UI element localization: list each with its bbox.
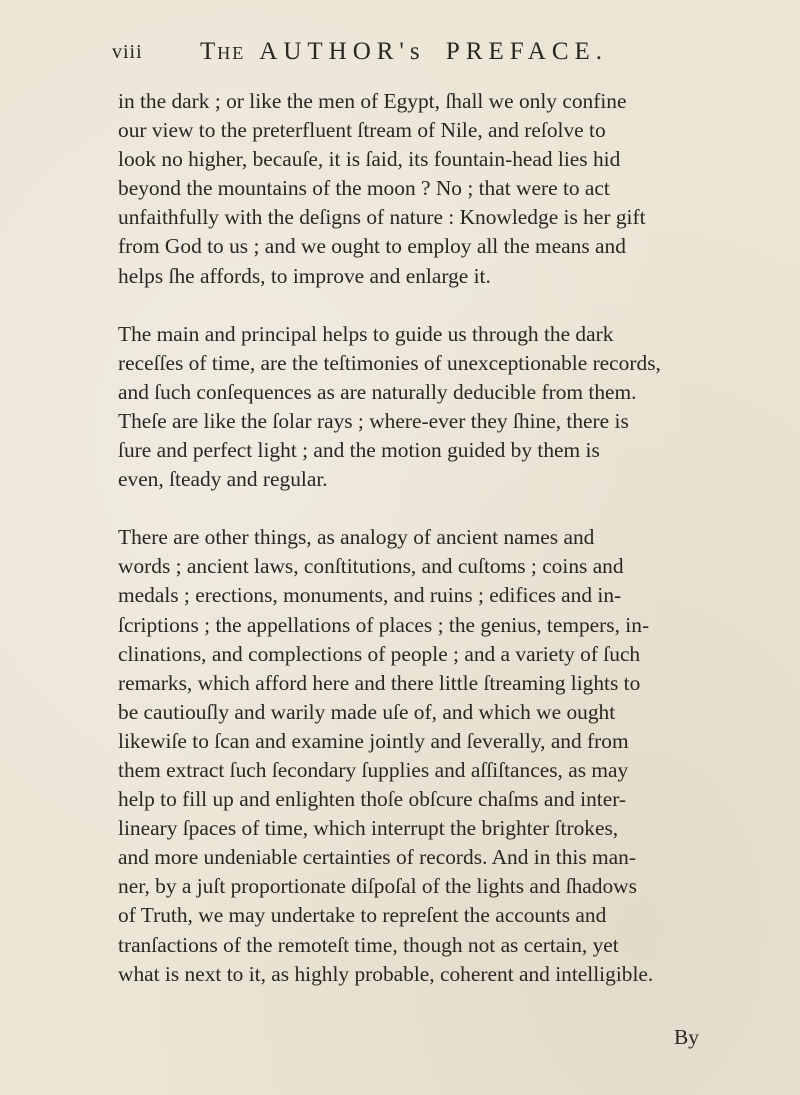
paragraph xyxy=(118,523,715,989)
text-line: The main and principal helps to guide us through the dark xyxy=(118,321,614,346)
page-header xyxy=(112,32,712,72)
paragraph xyxy=(118,320,715,495)
text-line: clinations, and complections of people ; and a variety of ſuch xyxy=(118,641,641,666)
text-line: unfaithfully with the deſigns of nature : Knowledge is her gift xyxy=(118,205,646,230)
text-line: help to fill up and enlighten thoſe obſcure chaſms and inter- xyxy=(118,787,627,812)
text-line: remarks, which afford here and there little ſtreaming lights to xyxy=(118,670,641,695)
paragraph-gap xyxy=(118,494,715,523)
text-line: Theſe are like the ſolar rays ; where-ever they ſhine, there is xyxy=(118,408,629,433)
text-line: There are other things, as analogy of ancient names and xyxy=(118,525,595,550)
text-line: tranſactions of the remoteſt time, though not as certain, yet xyxy=(118,932,619,957)
running-head-article: The xyxy=(200,38,246,65)
catchword: By xyxy=(674,1025,699,1049)
page-number: viii xyxy=(112,41,143,63)
text-line: helps ſhe affords, to improve and enlarge it. xyxy=(118,263,491,288)
text-line: of Truth, we may undertake to repreſent the accounts and xyxy=(118,903,607,928)
text-line: look no higher, becauſe, it is ſaid, its fountain-head lies hid xyxy=(118,147,621,172)
text-line: in the dark ; or like the men of Egypt, ſhall we only confine xyxy=(118,89,627,113)
text-line: even, ſteady and regular. xyxy=(118,467,328,492)
text-line: what is next to it, as highly probable, coherent and intelligible. xyxy=(118,961,654,986)
text-line: lineary ſpaces of time, which interrupt the brighter ſtrokes, xyxy=(118,816,619,841)
paragraph xyxy=(118,87,715,291)
text-line: be cautiouſly and warily made uſe of, and which we ought xyxy=(118,699,616,724)
running-head-title: AUTHOR's PREFACE. xyxy=(259,38,609,65)
text-line: ſcriptions ; the appellations of places ; the genius, tempers, in- xyxy=(118,612,650,637)
text-line: ner, by a juſt proportionate diſpoſal of the lights and ſhadows xyxy=(118,874,637,899)
text-line: receſſes of time, are the teſtimonies of unexceptionable records, xyxy=(118,350,661,375)
text-line: from God to us ; and we ought to employ all the means and xyxy=(118,234,626,259)
text-line: our view to the preterfluent ſtream of Nile, and reſolve to xyxy=(118,118,606,143)
running-head xyxy=(200,32,608,72)
text-line: and ſuch conſequences as are naturally deducible from them. xyxy=(118,379,637,404)
text-line: ſure and perfect light ; and the motion guided by them is xyxy=(118,438,600,463)
text-line: them extract ſuch ſecondary ſupplies and aſſiſtances, as may xyxy=(118,757,629,782)
text-line: words ; ancient laws, conſtitutions, and cuſtoms ; coins and xyxy=(118,554,624,579)
body-text xyxy=(118,87,715,989)
text-line: likewiſe to ſcan and examine jointly and ſeverally, and from xyxy=(118,728,629,753)
paragraph-gap xyxy=(118,291,715,320)
text-line: and more undeniable certainties of records. And in this man- xyxy=(118,845,636,870)
text-line: beyond the mountains of the moon ? No ; that were to act xyxy=(118,176,610,201)
text-line: medals ; erections, monuments, and ruins ; edifices and in- xyxy=(118,583,622,608)
